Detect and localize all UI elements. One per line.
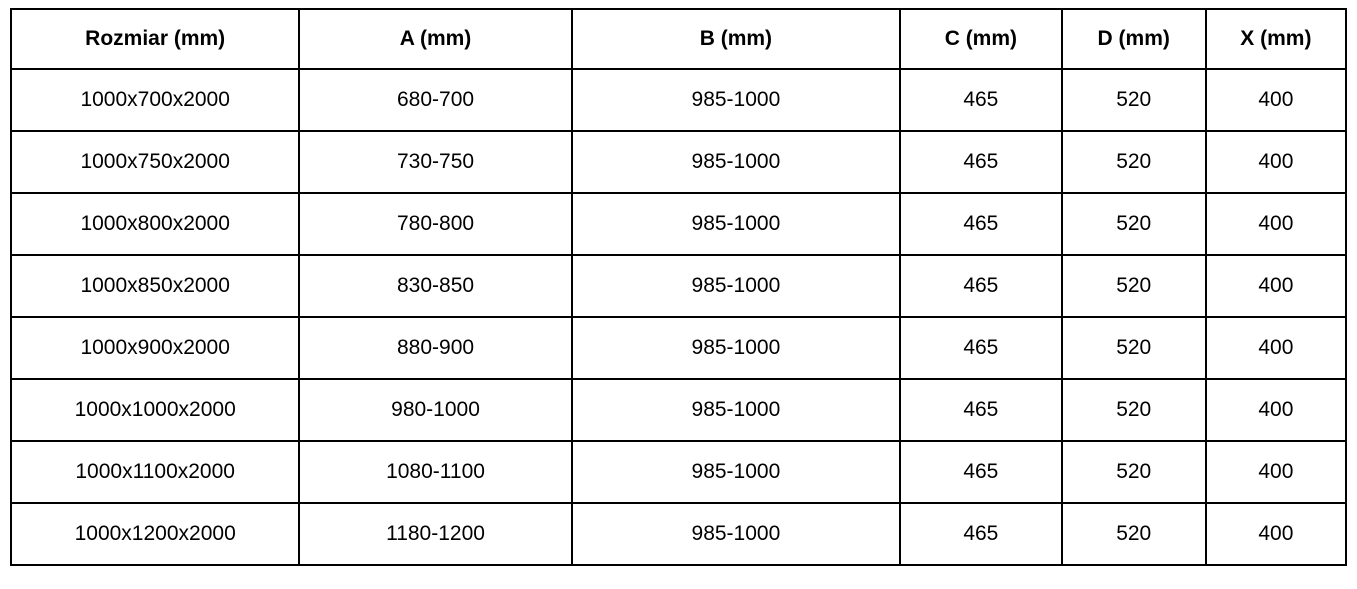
table-cell: 400 — [1206, 69, 1346, 131]
table-cell: 1000x750x2000 — [11, 131, 299, 193]
table-row — [11, 255, 1346, 317]
table-cell: 400 — [1206, 503, 1346, 565]
table-cell: 400 — [1206, 131, 1346, 193]
table-cell: 985-1000 — [572, 317, 900, 379]
table-cell: 465 — [900, 69, 1062, 131]
table-cell: 1000x1100x2000 — [11, 441, 299, 503]
table-cell: 520 — [1062, 69, 1206, 131]
table-cell: 1000x800x2000 — [11, 193, 299, 255]
table-cell: 465 — [900, 503, 1062, 565]
table-cell: 400 — [1206, 317, 1346, 379]
column-header: D (mm) — [1062, 9, 1206, 69]
table-cell: 1000x1200x2000 — [11, 503, 299, 565]
table-cell: 985-1000 — [572, 193, 900, 255]
table-cell: 1000x700x2000 — [11, 69, 299, 131]
table-cell: 830-850 — [299, 255, 571, 317]
column-header: X (mm) — [1206, 9, 1346, 69]
table-row — [11, 503, 1346, 565]
table-cell: 880-900 — [299, 317, 571, 379]
table-cell: 985-1000 — [572, 69, 900, 131]
table-cell: 520 — [1062, 317, 1206, 379]
table-cell: 980-1000 — [299, 379, 571, 441]
table-cell: 465 — [900, 379, 1062, 441]
table-cell: 1000x900x2000 — [11, 317, 299, 379]
table-cell: 1180-1200 — [299, 503, 571, 565]
table-cell: 400 — [1206, 193, 1346, 255]
table-cell: 985-1000 — [572, 255, 900, 317]
table-cell: 520 — [1062, 193, 1206, 255]
table-cell: 400 — [1206, 379, 1346, 441]
table-cell: 1000x1000x2000 — [11, 379, 299, 441]
table-cell: 465 — [900, 131, 1062, 193]
table-cell: 465 — [900, 193, 1062, 255]
table-cell: 985-1000 — [572, 503, 900, 565]
table-cell: 985-1000 — [572, 379, 900, 441]
table-cell: 730-750 — [299, 131, 571, 193]
table-cell: 1080-1100 — [299, 441, 571, 503]
column-header: C (mm) — [900, 9, 1062, 69]
table-row — [11, 69, 1346, 131]
column-header: A (mm) — [299, 9, 571, 69]
table-row — [11, 131, 1346, 193]
table-cell: 520 — [1062, 379, 1206, 441]
column-header: B (mm) — [572, 9, 900, 69]
table-cell: 780-800 — [299, 193, 571, 255]
size-spec-table — [10, 8, 1347, 566]
table-cell: 400 — [1206, 441, 1346, 503]
table-cell: 465 — [900, 255, 1062, 317]
table-cell: 520 — [1062, 441, 1206, 503]
table-row — [11, 193, 1346, 255]
table-cell: 985-1000 — [572, 441, 900, 503]
table-cell: 520 — [1062, 503, 1206, 565]
table-row — [11, 379, 1346, 441]
column-header: Rozmiar (mm) — [11, 9, 299, 69]
table-cell: 1000x850x2000 — [11, 255, 299, 317]
table-cell: 520 — [1062, 131, 1206, 193]
table-row — [11, 317, 1346, 379]
table-cell: 465 — [900, 317, 1062, 379]
table-cell: 465 — [900, 441, 1062, 503]
table-row — [11, 441, 1346, 503]
table-cell: 400 — [1206, 255, 1346, 317]
header-row — [11, 9, 1346, 69]
table-cell: 520 — [1062, 255, 1206, 317]
table-cell: 985-1000 — [572, 131, 900, 193]
table-cell: 680-700 — [299, 69, 571, 131]
